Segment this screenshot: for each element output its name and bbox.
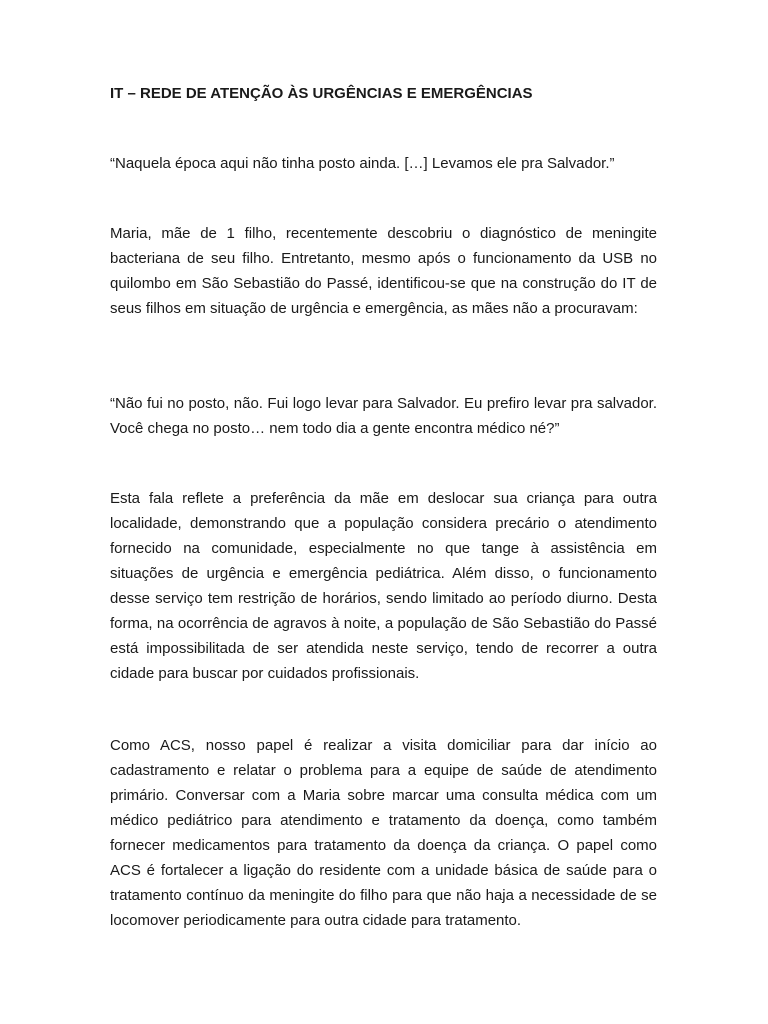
document-title: IT – REDE DE ATENÇÃO ÀS URGÊNCIAS E EMERGÊNCIAS <box>110 85 533 102</box>
body-paragraph-1: Maria, mãe de 1 filho, recentemente descobriu o diagnóstico de meningite bacteriana de seu filho. Entretanto, mesmo após o funcionamento da USB no quilombo em São Sebastião do Passé, identificou-se que na construção do IT de seus filhos em situação de urgência e emergência, as mães não a procuravam: <box>110 225 657 317</box>
body-paragraph-2: Esta fala reflete a preferência da mãe em deslocar sua criança para outra localidade, demonstrando que a população considera precário o atendimento fornecido na comunidade, especialmente no que tange à assistência em situações de urgência e emergência pediátrica. Além disso, o funcionamento desse serviço tem restrição de horários, sendo limitado ao período diurno. Desta forma, na ocorrência de agravos à noite, a população de São Sebastião do Passé está impossibilitada de ser atendida neste serviço, tendo de recorrer a outra cidade para buscar por cuidados profissionais. <box>110 490 657 682</box>
quote-paragraph-1: “Naquela época aqui não tinha posto ainda. […] Levamos ele pra Salvador.” <box>110 155 615 172</box>
quote-paragraph-2: “Não fui no posto, não. Fui logo levar para Salvador. Eu prefiro levar pra salvador. Você chega no posto… nem todo dia a gente encontra médico né?” <box>110 395 657 437</box>
body-paragraph-3: Como ACS, nosso papel é realizar a visita domiciliar para dar início ao cadastramento e relatar o problema para a equipe de saúde de atendimento primário. Conversar com a Maria sobre marcar uma consulta médica com um médico pediátrico para atendimento e tratamento da doença, como também fornecer medicamentos para tratamento da doença da criança. O papel como ACS é fortalecer a ligação do residente com a unidade básica de saúde para o tratamento contínuo da meningite do filho para que não haja a necessidade de se locomover periodicamente para outra cidade para tratamento. <box>110 737 657 929</box>
document-page <box>110 0 657 1024</box>
